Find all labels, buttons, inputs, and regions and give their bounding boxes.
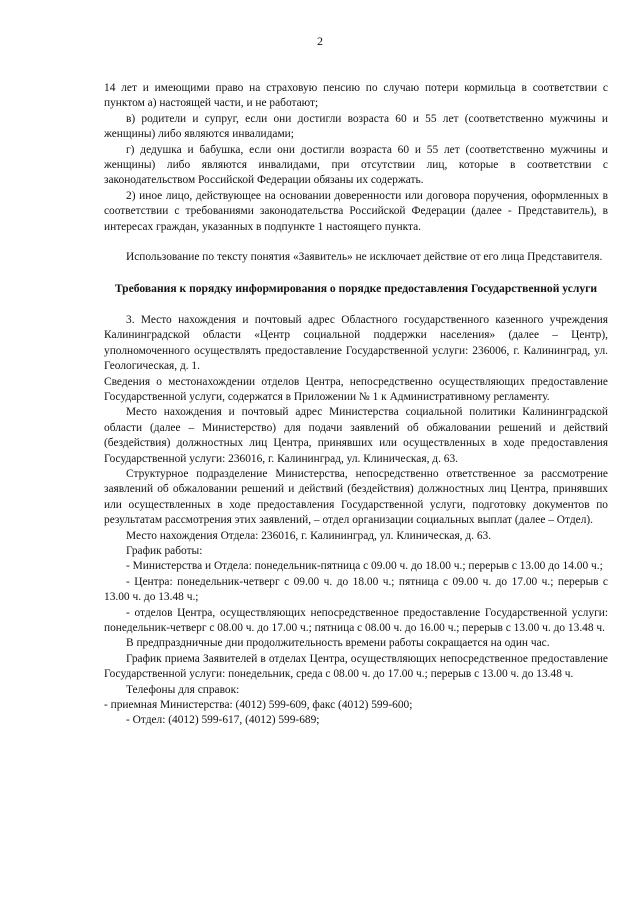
section-heading: Требования к порядку информирования о порядке предоставления Государственной услуги	[114, 282, 598, 296]
paragraph: г) дедушка и бабушка, если они достигли возраста 60 и 55 лет (соответственно мужчины и женщины) либо являются инвалидами, при отсутствии лиц, которые в соответствии с законодательством Российской Федерации обязаны их содержать.	[104, 143, 608, 187]
paragraph: 2) иное лицо, действующее на основании доверенности или договора поручения, оформленных в соответствии с требованиями законодательства Российской Федерации (далее - Представитель), в интересах граждан, указанных в подпункте 1 настоящего пункта.	[104, 189, 608, 233]
paragraph: Место нахождения Отдела: 236016, г. Калининград, ул. Клиническая, д. 63.	[126, 529, 492, 542]
paragraph: Структурное подразделение Министерства, непосредственно ответственное за рассмотрение заявлений об обжаловании решений и действий (бездействия) должностных лиц Центра, принявших или осуществленных в ходе предоставления Государственной услуги, подготовку документов по результатам рассмотрения этих заявлений, – отдел организации социальных выплат (далее – Отдел).	[104, 467, 608, 527]
paragraph: График приема Заявителей в отделах Центра, осуществляющих непосредственное предоставление Государственной услуги: понедельник, среда с 08.00 ч. до 17.00 ч.; перерыв с 13.00 ч. до 13.48 ч.	[104, 652, 608, 681]
paragraph: Телефоны для справок:	[126, 683, 240, 696]
document-body	[104, 81, 608, 729]
page-number: 2	[317, 34, 323, 48]
paragraph: Место нахождения и почтовый адрес Министерства социальной политики Калининградской области (далее – Министерство) для подачи заявлений об обжаловании решений и действий (бездействия) должностных лиц Центра, принявших или осуществленных в ходе предоставления Государственной услуги: 236016, г. Калининград, ул. Клиническая, д. 63.	[104, 406, 608, 465]
schedule-item: - Центра: понедельник-четверг с 09.00 ч. до 18.00 ч.; пятница с 09.00 ч. до 17.00 ч.; перерыв с 13.00 ч. до 13.48 ч.;	[104, 575, 608, 604]
paragraph: 14 лет и имеющими право на страховую пенсию по случаю потери кормильца в соответствии с пунктом а) настоящей части, и не работают;	[104, 82, 608, 110]
paragraph: в) родители и супруг, если они достигли возраста 60 и 55 лет (соответственно мужчины и женщины) либо являются инвалидами;	[104, 112, 608, 141]
paragraph: График работы:	[126, 544, 203, 557]
phone-item: - Отдел: (4012) 599-617, (4012) 599-689;	[126, 714, 320, 727]
paragraph: Использование по тексту понятия «Заявитель» не исключает действие от его лица Представителя.	[126, 251, 603, 264]
paragraph: Сведения о местонахождении отделов Центра, непосредственно осуществляющих предоставление Государственной услуги, содержатся в Приложении № 1 к Административному регламенту.	[104, 375, 608, 403]
phone-item: - приемная Министерства: (4012) 599-609, факс (4012) 599-600;	[104, 699, 413, 712]
paragraph: 3. Место нахождения и почтовый адрес Областного государственного казенного учреждения Калининградской области «Центр социальной поддержки населения» (далее – Центр), уполномоченного осуществлять предоставление Государственной услуги: 236006, г. Калининград, ул. Геологическая, д. 1.	[104, 313, 608, 373]
schedule-item: - отделов Центра, осуществляющих непосредственное предоставление Государственной услуги: понедельник-четверг с 08.00 ч. до 17.00 ч.; пятница с 08.00 ч. до 16.00 ч.; перерыв с 13.00 ч. до 13.48 ч.	[104, 606, 608, 634]
paragraph: В предпраздничные дни продолжительность времени работы сокращается на один час.	[126, 637, 550, 650]
schedule-item: - Министерства и Отдела: понедельник-пятница с 09.00 ч. до 18.00 ч.; перерыв с 13.00 до 14.00 ч.;	[126, 560, 603, 573]
